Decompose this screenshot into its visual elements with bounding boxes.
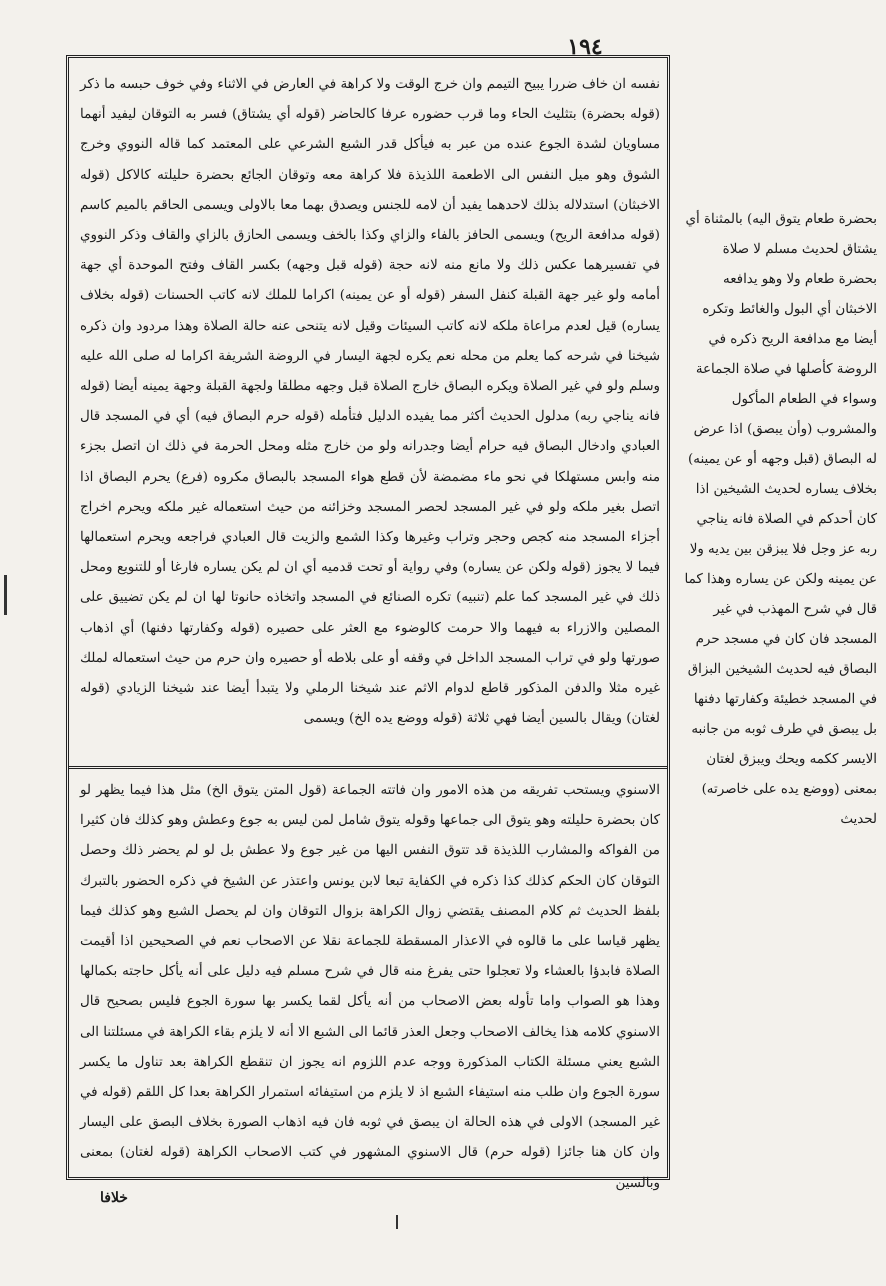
margin-note: بحضرة طعام يتوق اليه) بالمثناة أي يشتاق لحديث مسلم لا صلاة بحضرة طعام ولا وهو يدافعه الاخبثان أي البول والغائط وتكره أيضا مع مدافعة الريح ذكره في الروضة كأصلها في صلاة الجماعة وسواء في الطعام المأكول والمشروب (وأن يبصق) اذا عرض له البصاق (قبل وجهه أو عن يمينه) بخلاف يساره لحديث الشيخين اذا كان أحدكم في الصلاة فانه يناجي ربه عز وجل فلا يبزقن بين يديه ولا عن يمينه ولكن عن يساره وهذا كما قال في شرح المهذب في غير المسجد فان كان في مسجد حرم البصاق فيه لحديث الشيخين البزاق في المسجد خطيئة وكفارتها دفنها بل يبصق في طرف ثوبه من جانبه الايسر ككمه ويحك ويبزق لغتان بمعنى (ووضع يده على خاصرته) لحديث	[684, 212, 877, 827]
main-text: نفسه ان خاف ضررا يبيح التيمم وان خرج الوقت ولا كراهة في العارض في الاثناء وفي خوف حبسه ما ذكر (قوله بحضرة) بتثليث الحاء وما قرب حضوره عرفا كالحاضر (قوله أي يشتاق) فسر به التوقان ليفيد أنهما مساويان لشدة الجوع عنده من عبر به فيأكل قدر الشبع الشرعي على المعتمد كما قاله النووي وخرج الشوق وهو ميل النفس الى الاطعمة اللذيذة فلا كراهة معه وتوقان الجائع بحضرة حليلته كالاكل (قوله الاخبثان) استدلاله بذلك لاحدهما يفيد أن لامه للجنس ويصدق بهما معا بالاولى ويسمى الحاقم بالميم كاسم (قوله مدافعة الريح) ويسمى الحافز بالفاء والزاي وكذا بالخف ويسمى الحازق بالزاي والقاف وذكر النووي في تفسيرهما عكس ذلك ولا مانع منه لانه حجة (قوله قبل وجهه) بكسر القاف وفتح الموحدة أي جهة أمامه ولو غير جهة القبلة كنفل السفر (قوله أو عن يمينه) اكراما للملك لانه كاتب الحسنات (قوله بخلاف يساره) قيل لعدم مراعاة ملكه لانه كاتب السيئات وقيل لانه يتنحى عنه حالة الصلاة وهذا مردود وان ذكره شيخنا في شرحه كما يعلم من محله نعم يكره لجهة اليسار في الروضة الشريفة اكراما له صلى الله عليه وسلم ولو في غير الصلاة ويكره البصاق خارج الصلاة قبل وجهه مطلقا ولجهة القبلة وجهة يمينه أيضا (قوله فانه يناجي ربه) مدلول الحديث أكثر مما يفيده الدليل فتأمله (قوله حرم البصاق فيه) أي في المسجد قال العبادي وادخال البصاق فيه حرام أيضا وجدرانه ولو من خارج مثله ومحل الحرمة في ذلك ان اتصل بجزء منه وابس مستهلكا في نحو ماء مضمضة لأن قطع هواء المسجد بالبصاق مكروه (فرع) يحرم البصاق اذا اتصل بغير ملكه ولو في غير المسجد لحصر المسجد وخزائنه من حيث استعماله غير ملكه ويحرم اخراج أجزاء المسجد منه كجص وحجر وتراب وغيرها وكذا الشمع والزيت قال العبادي فراجعه ويحرم استعمالها فيما لا يجوز (قوله ولكن عن يساره) وفي رواية أو تحت قدميه أي ان لم يكن يساره فارغا أو للتنويع ومحل ذلك في غير المسجد كما علم (تنبيه) تكره الصنائع في المسجد واتخاذه حانوتا لها ان لم يكن تضييق على المصلين والازراء به فيهما والا حرمت كالوضوء مع العثر على حصيره (قوله وكفارتها دفنها) أي اذهاب صورتها ولو في تراب المسجد الداخل في وقفه أو على بلاطه أو حصيره وان حرم من حيث استعماله لملك غيره مثلا والدفن المذكور قاطع لدوام الاثم عند شيخنا الرملي ولا يتبدأ أيضا عند شيخنا الزيادي (قوله لغتان) ويقال بالسين أيضا فهي ثلاثة (قوله ووضع يده الخ) ويسمى	[80, 77, 660, 727]
page-number: ١٩٤	[567, 34, 603, 60]
margin-mark	[4, 575, 7, 615]
catchword: خلافا	[100, 1190, 128, 1206]
commentary-text: الاسنوي ويستحب تفريقه من هذه الامور وان فاتته الجماعة (قول المتن يتوق الخ) مثل هذا فيما يظهر لو كان بحضرة حليلته وهو يتوق الى جماعها وقوله يتوق شامل لمن ليس به جوع وعطش وهو كذلك فان كثيرا من الفواكه والمشارب اللذيذة قد تتوق النفس اليها من غير جوع ولا عطش بل لو لم يحضر ذلك وحصل التوقان كان الحكم كذلك كذا ذكره في الكفاية تبعا لابن يونس واعتذر عن الشيخ في ذكره الحضور بالتبرك بلفظ الحديث ثم كلام المصنف يقتضي زوال الكراهة بزوال التوقان وان لم يحصل الشبع وهو كذلك فيما يظهر قياسا على ما قالوه في الاعذار المسقطة للجماعة نقلا عن الاصحاب نعم في الصحيحين اذا أقيمت الصلاة فابدؤا بالعشاء ولا تعجلوا حتى يفرغ منه قال في شرح مسلم فيه دليل على أنه يأكل حاجته بكمالها وهذا هو الصواب واما تأوله بعض الاصحاب من أنه يأكل لقما يكسر بها سورة الجوع فليس بصحيح قال الاسنوي كلامه هذا يخالف الاصحاب وجعل العذر قائما الى الشبع الا أنه لا يلزم بقاء الكراهة في مسئلتنا الى الشبع يعني مسئلة الكتاب المذكورة ووجه عدم اللزوم انه يجوز ان تنقطع الكراهة بعد تناول ما يكسر سورة الجوع وان طلب منه استيفاء الشبع اذ لا يلزم من استيفائه استمرار الكراهة بعدا كل اللقم (قوله في غير المسجد) الاولى في هذه الحالة ان يبصق في ثوبه فان فيه اذهاب الصورة بخلاف البصق على اليسار وان كان هنا جائزا (قوله حرم) قال الاسنوي المشهور في كتب الاصحاب الكراهة (قوله لغتان) بمعنى وبالسين	[80, 783, 660, 1191]
section-divider	[69, 766, 667, 769]
bottom-mark	[396, 1215, 398, 1229]
